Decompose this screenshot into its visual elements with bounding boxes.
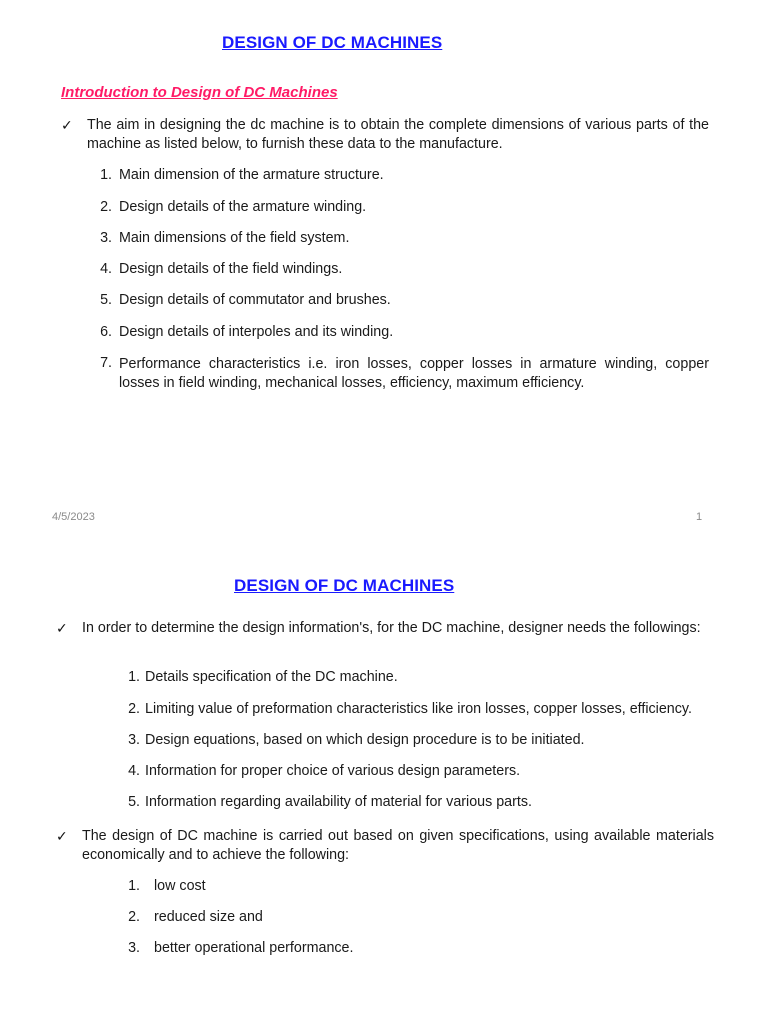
- list-item-text: Design details of commutator and brushes.: [119, 292, 391, 308]
- list-item-number: 1.: [128, 878, 140, 894]
- list-item: [126, 878, 206, 894]
- slide-1-subtitle: Introduction to Design of DC Machines: [61, 84, 338, 101]
- list-item-text: Main dimensions of the field system.: [119, 230, 350, 246]
- list-item-number: 5.: [100, 292, 112, 308]
- check-mark-icon: ✓: [56, 620, 68, 636]
- list-item-number: 6.: [100, 324, 112, 340]
- slide-1-page-number: 1: [696, 511, 703, 523]
- slide-1-title: DESIGN OF DC MACHINES: [222, 33, 443, 52]
- list-item-number: 3.: [100, 230, 112, 246]
- list-item-text: low cost: [154, 878, 206, 894]
- list-item-text: Limiting value of preformation characteristics like iron losses, copper losses, efficiency.: [145, 701, 692, 717]
- list-item-number: 3.: [128, 940, 140, 956]
- slide-2-bullet-1-text: In order to determine the design information's, for the DC machine, designer needs the followings:: [82, 620, 701, 636]
- list-item-number: 4.: [128, 763, 140, 779]
- list-item: [96, 355, 710, 393]
- list-item: [96, 167, 384, 183]
- list-item-number: 2.: [128, 909, 140, 925]
- list-item-text: better operational performance.: [154, 940, 354, 956]
- list-item: [96, 199, 366, 215]
- slide-1-bullet: [61, 116, 709, 154]
- check-mark-icon: ✓: [61, 117, 73, 133]
- list-item-number: 7.: [100, 355, 112, 371]
- list-item-text: Design details of the armature winding.: [119, 199, 367, 215]
- list-item: [126, 763, 520, 779]
- list-item: [126, 669, 398, 685]
- list-item-number: 1.: [100, 167, 112, 183]
- list-item-text: Design details of the field windings.: [119, 261, 343, 277]
- list-item: [96, 261, 342, 277]
- list-item-number: 2.: [100, 199, 112, 215]
- list-item-text: reduced size and: [154, 909, 263, 925]
- list-item: [126, 732, 585, 748]
- list-item-text: Information for proper choice of various design parameters.: [145, 763, 521, 779]
- list-item-text: Information regarding availability of material for various parts.: [145, 794, 532, 810]
- list-item: [96, 324, 393, 340]
- list-item-text: Main dimension of the armature structure.: [119, 167, 384, 183]
- list-item: [126, 909, 263, 925]
- list-item-text: Design equations, based on which design procedure is to be initiated.: [145, 732, 585, 748]
- slide-2-bullet-2-text: The design of DC machine is carried out based on given specifications, using available materials economically and to achieve the following:: [82, 828, 714, 863]
- slide-2-bullet-2: [56, 827, 714, 865]
- list-item-number: 5.: [128, 794, 140, 810]
- list-item-text: Details specification of the DC machine.: [145, 669, 398, 685]
- check-mark-icon: ✓: [56, 828, 68, 844]
- list-item: [126, 794, 532, 810]
- list-item-text: Performance characteristics i.e. iron losses, copper losses in armature winding, copper losses in field winding, mechanical losses, efficiency, maximum efficiency.: [119, 356, 709, 391]
- list-item: [96, 292, 391, 308]
- list-item: [96, 230, 349, 246]
- slide-1-footer-date: 4/5/2023: [52, 511, 95, 523]
- list-item: [126, 701, 692, 717]
- list-item-number: 4.: [100, 261, 112, 277]
- list-item: [126, 940, 353, 956]
- list-item-number: 1.: [128, 669, 140, 685]
- slide-2-title: DESIGN OF DC MACHINES: [234, 576, 455, 595]
- list-item-number: 3.: [128, 732, 140, 748]
- slide-2-bullet-1: [56, 619, 714, 638]
- list-item-text: Design details of interpoles and its winding.: [119, 324, 394, 340]
- list-item-number: 2.: [128, 701, 140, 717]
- slide-1-bullet-text: The aim in designing the dc machine is to obtain the complete dimensions of various parts of the machine as listed below, to furnish these data to the manufacture.: [87, 117, 709, 152]
